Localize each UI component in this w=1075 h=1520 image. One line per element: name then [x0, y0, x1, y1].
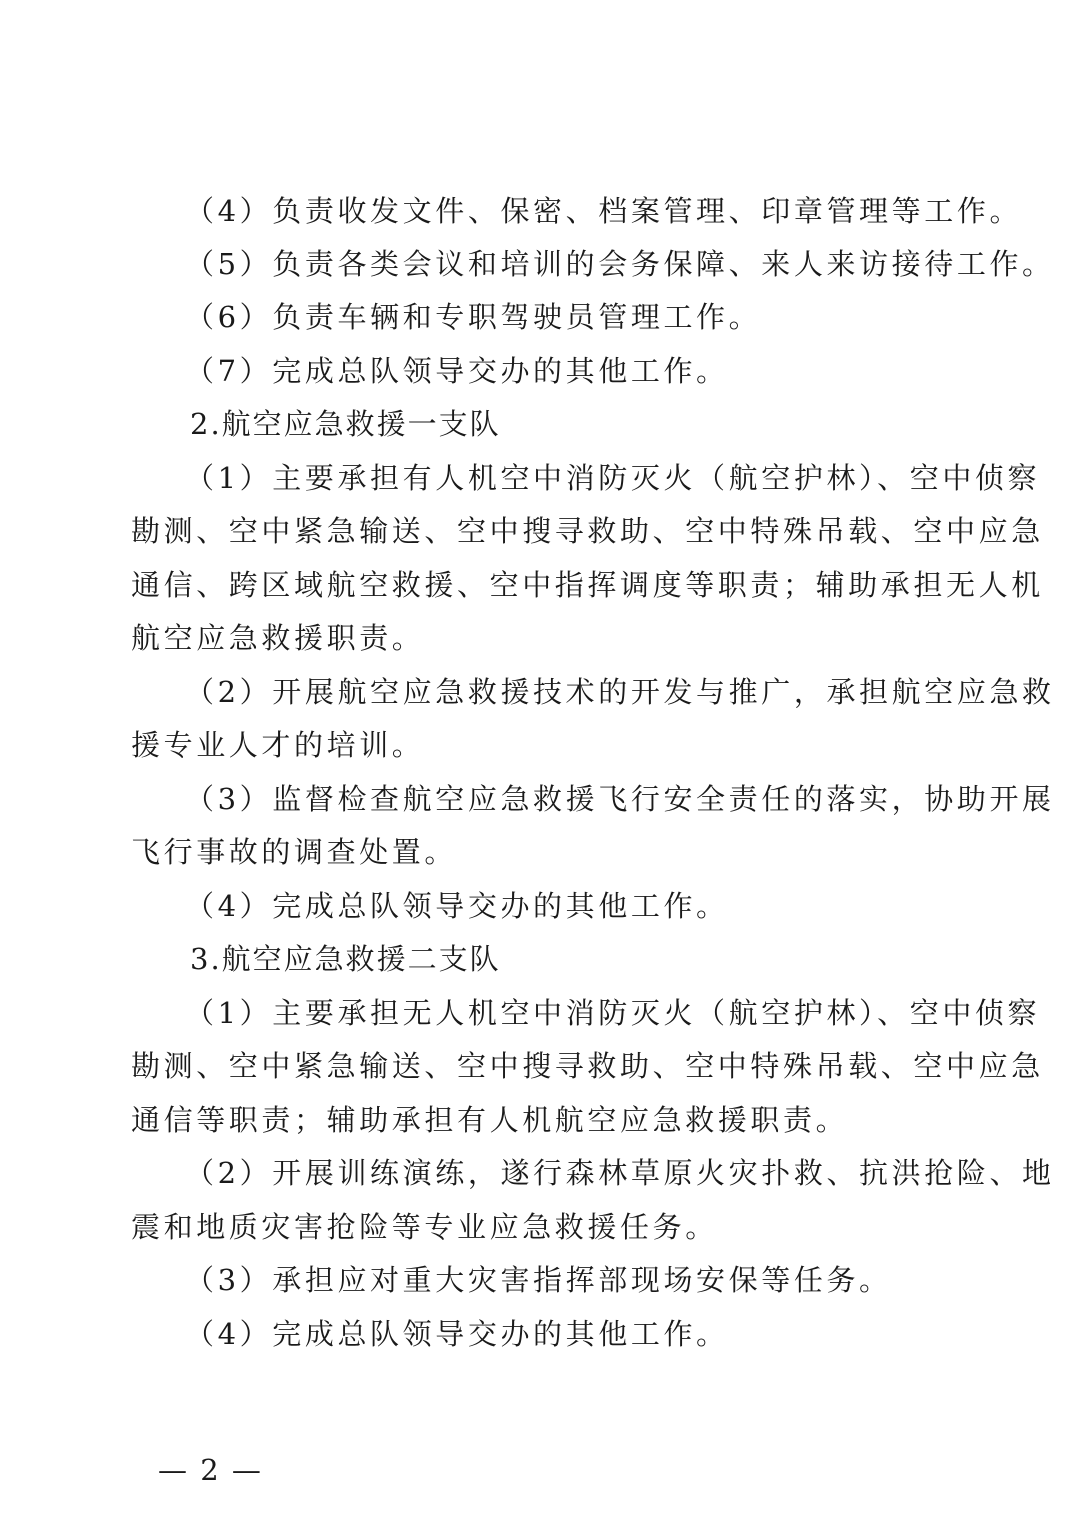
paragraph-line: （2）开展训练演练，遂行森林草原火灾扑救、抗洪抢险、地 [185, 1156, 1055, 1190]
paragraph-line: （7）完成总队领导交办的其他工作。 [185, 354, 729, 388]
paragraph-line: （4）完成总队领导交办的其他工作。 [185, 889, 729, 923]
paragraph-line: 通信、跨区域航空救援、空中指挥调度等职责；辅助承担无人机 [131, 568, 1044, 602]
paragraph-line: （1）主要承担有人机空中消防灭火（航空护林）、空中侦察 [185, 461, 1041, 495]
paragraph-line: （3）监督检查航空应急救援飞行安全责任的落实，协助开展 [185, 782, 1055, 816]
paragraph-line: （5）负责各类会议和培训的会务保障、来人来访接待工作。 [185, 247, 1055, 281]
paragraph-line: 援专业人才的培训。 [131, 728, 425, 762]
paragraph-line: （2）开展航空应急救援技术的开发与推广，承担航空应急救 [185, 675, 1055, 709]
paragraph-line: 勘测、空中紧急输送、空中搜寻救助、空中特殊吊载、空中应急 [131, 1049, 1044, 1083]
section-heading: 2.航空应急救援一支队 [190, 407, 501, 441]
section-heading: 3.航空应急救援二支队 [190, 942, 501, 976]
paragraph-line: 飞行事故的调查处置。 [131, 835, 458, 869]
paragraph-line: （3）承担应对重大灾害指挥部现场安保等任务。 [185, 1263, 892, 1297]
paragraph-line: （6）负责车辆和专职驾驶员管理工作。 [185, 300, 762, 334]
paragraph-line: 通信等职责；辅助承担有人机航空应急救援职责。 [131, 1103, 849, 1137]
paragraph-line: （4）完成总队领导交办的其他工作。 [185, 1317, 729, 1351]
paragraph-line: （4）负责收发文件、保密、档案管理、印章管理等工作。 [185, 194, 1023, 228]
paragraph-line: （1）主要承担无人机空中消防灭火（航空护林）、空中侦察 [185, 996, 1041, 1030]
paragraph-line: 震和地质灾害抢险等专业应急救援任务。 [131, 1210, 718, 1244]
paragraph-line: 航空应急救援职责。 [131, 621, 425, 655]
page-number: — 2 — [158, 1453, 263, 1487]
paragraph-line: 勘测、空中紧急输送、空中搜寻救助、空中特殊吊载、空中应急 [131, 514, 1044, 548]
